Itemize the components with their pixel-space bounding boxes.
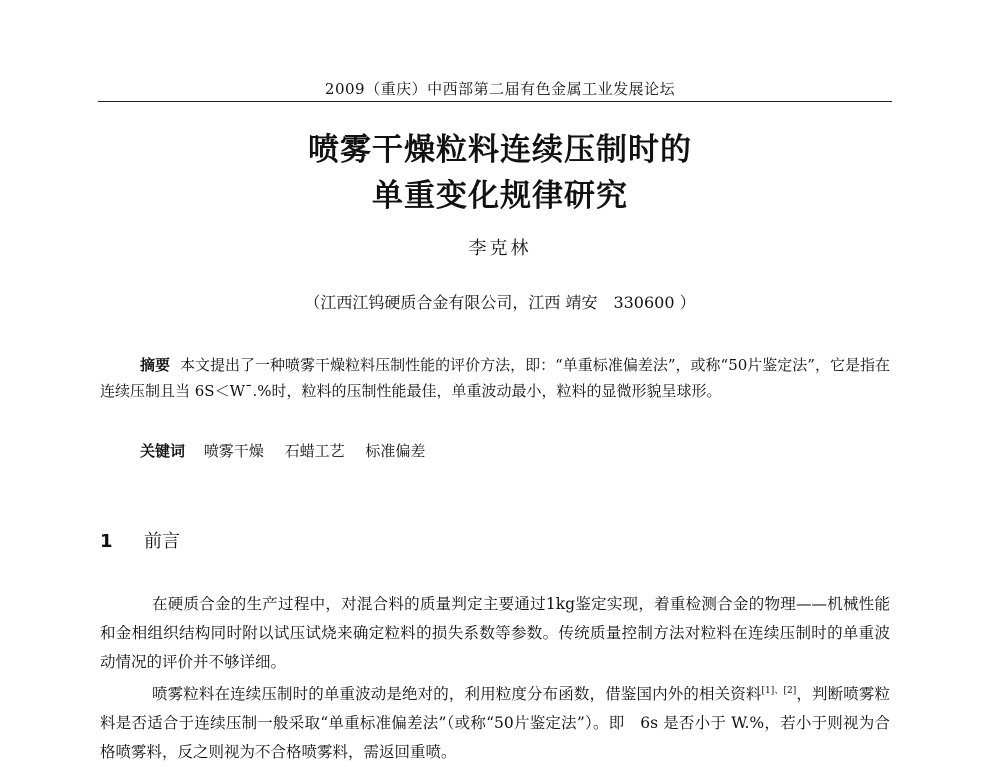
keywords-label: 关键词 — [140, 442, 186, 460]
author-name: 李克林 — [468, 238, 532, 259]
keyword-item: 石蜡工艺 — [284, 442, 345, 460]
keywords — [140, 438, 890, 464]
conference-header: 2009（重庆）中西部第二届有色金属工业发展论坛 — [324, 80, 676, 98]
author-affiliation: （江西江钨硬质合金有限公司，江西 靖安 330600 ） — [304, 293, 696, 312]
citation-refs[interactable]: [1]、[2] — [761, 686, 797, 696]
header-rule — [98, 101, 892, 102]
abstract-label: 摘要 — [140, 356, 171, 374]
paragraph-2-text-a: 喷雾粒料在连续压制时的单重波动是绝对的，利用粒度分布函数，借鉴国内外的相关资料 — [152, 685, 762, 704]
paper-title-line-1: 喷雾干燥粒料连续压制时的 — [308, 132, 692, 168]
keyword-item: 标准偏差 — [365, 442, 426, 460]
abstract-text: 本文提出了一种喷雾干燥粒料压制性能的评价方法，即：“单重标准偏差法”，或称“50片鉴定法”，它是指在连续压制且当 6S＜W¯.%时，粒料的压制性能最佳，单重波动最小，粒料的显微形貌呈球形。 — [100, 356, 890, 400]
paragraph-2-text-b: ，判断喷雾粒料是否适合于连续压制一般采取“单重标准偏差法”（或称“50片鉴定法”）。即 6s 是否小于 W.%，若小于则视为合格喷雾料，反之则视为不合格喷雾料，需返回重喷。 — [100, 685, 890, 762]
section-heading — [100, 527, 180, 553]
keyword-item: 喷雾干燥 — [203, 442, 264, 460]
body-paragraph-1: 在硬质合金的生产过程中，对混合料的质量判定主要通过1kg鉴定实现，着重检测合金的物理——机械性能和金相组织结构同时附以试压试烧来确定粒料的损失系数等参数。传统质量控制方法对粒料在连续压制时的单重波动情况的评价并不够详细。 — [100, 595, 890, 671]
abstract — [100, 352, 890, 404]
section-title: 前言 — [144, 531, 180, 552]
body-paragraph-2 — [100, 677, 890, 767]
paper-title-line-2: 单重变化规律研究 — [372, 178, 628, 214]
section-number: 1 — [100, 531, 113, 552]
